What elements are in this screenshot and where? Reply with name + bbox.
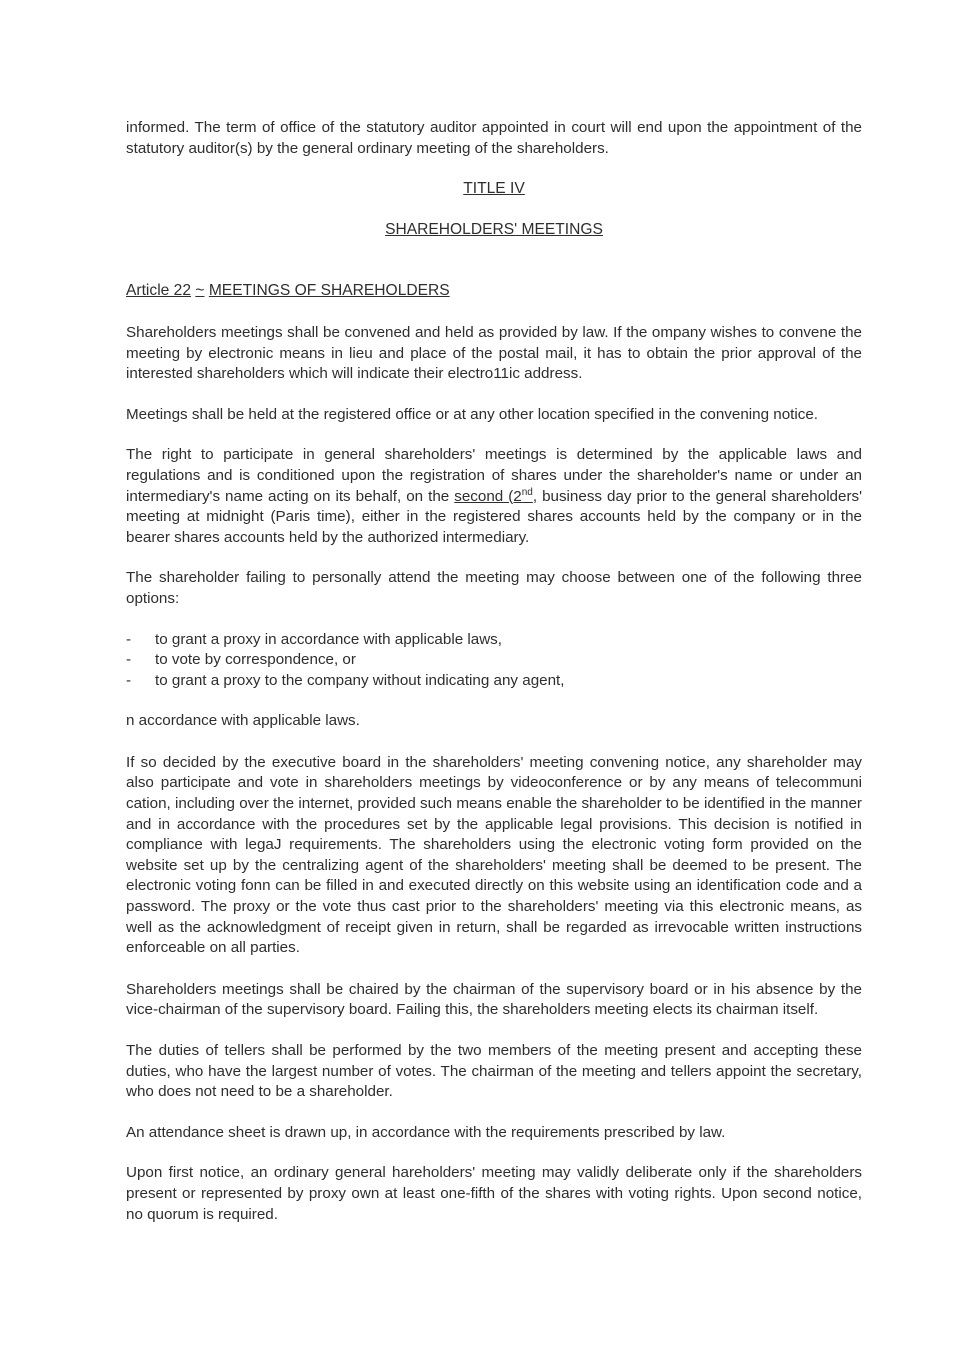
list-item: - to grant a proxy to the company without indicating any agent, — [126, 671, 565, 689]
article-title: MEETINGS OF SHAREHOLDERS — [208, 282, 450, 300]
paragraph-quorum: Upon first notice, an ordinary general hareholders' meeting may validly deliberate only if the shareholders present or represented by proxy own at least one-fifth of the shares with voting rights. Upon second notice, no quorum is required. — [126, 1164, 862, 1223]
article-number: Article 22 — [126, 282, 192, 300]
ordinal-suffix: nd — [521, 486, 533, 498]
participation-deadline: second (2nd, — [454, 486, 538, 505]
participation-text-end: business day prior to the general shareholders' meeting at midnight (Paris time), either in the registered shares accounts held by the company or in the bearer shares accounts held by the authorized intermediary. — [126, 487, 863, 546]
title-heading: TITLE IV — [463, 180, 525, 198]
options-list — [126, 630, 862, 692]
article-heading — [126, 281, 862, 302]
paragraph-tellers: The duties of tellers shall be performed by the two members of the meeting present and accepting these duties, who have the largest number of votes. The chairman of the meeting and tellers appoint the secretary, who does not need to be a shareholder. — [126, 1042, 862, 1101]
participation-text-start: The right to participate in general shareholders' meetings is determined by the applicable laws and regulations and is conditioned upon the registration of shares under the shareholder's name or under an intermediary's name acting on its behalf, on the — [126, 446, 862, 505]
paragraph-convening: Shareholders meetings shall be convened and held as provided by law. If the ompany wishes to convene the meeting by electronic means in lieu and place of the postal mail, it has to obtain the prior approval of the interested shareholders which will indicate their electro11ic address. — [126, 323, 862, 383]
paragraph-electronic-participation: If so decided by the executive board in the shareholders' meeting convening notice, any shareholder may also participate and vote in shareholders meetings by videoconference or by any means of telecommuni cation, including over the internet, provided such means enable the shareholder to be identified in the manner and in accordance with the procedures set by the applicable legal provisions. This decision is notified in compliance with legaJ requirements. The shareholders using the electronic voting form provided on the website set up by the centralizing agent of the shareholders' meeting shall be deemed to be present. The electronic voting fonn can be filled in and executed directly on this website using an identification code and a password. The proxy or the vote thus cast prior to the shareholders' meeting via this electronic means, as well as the acknowledgment of receipt given in return, shall be regarded as irrevocable written instructions enforceable on all parties. — [126, 753, 862, 957]
list-item: - to grant a proxy in accordance with applicable laws, — [126, 630, 502, 648]
list-item: - to vote by correspondence, or — [126, 651, 356, 669]
section-heading: SHAREHOLDERS' MEETINGS — [385, 220, 603, 238]
paragraph-location: Meetings shall be held at the registered office or at any other location specified in the convening notice. — [126, 405, 819, 423]
paragraph-chairing: Shareholders meetings shall be chaired by the chairman of the supervisory board or in his absence by the vice-chairman of the supervisory board. Failing this, the shareholders meeting elects its chairman itself. — [126, 980, 862, 1019]
intro-paragraph: informed. The term of office of the statutory auditor appointed in court will end upon the appointment of the statutory auditor(s) by the general ordinary meeting of the shareholders. — [126, 119, 862, 157]
document-page — [126, 118, 862, 1225]
paragraph-accordance: n accordance with applicable laws. — [126, 712, 360, 730]
paragraph-participation — [126, 445, 862, 548]
paragraph-attendance: An attendance sheet is drawn up, in accordance with the requirements prescribed by law. — [126, 1123, 726, 1141]
article-separator: ~ — [195, 282, 205, 300]
paragraph-options-intro: The shareholder failing to personally attend the meeting may choose between one of the following three options: — [126, 569, 862, 607]
